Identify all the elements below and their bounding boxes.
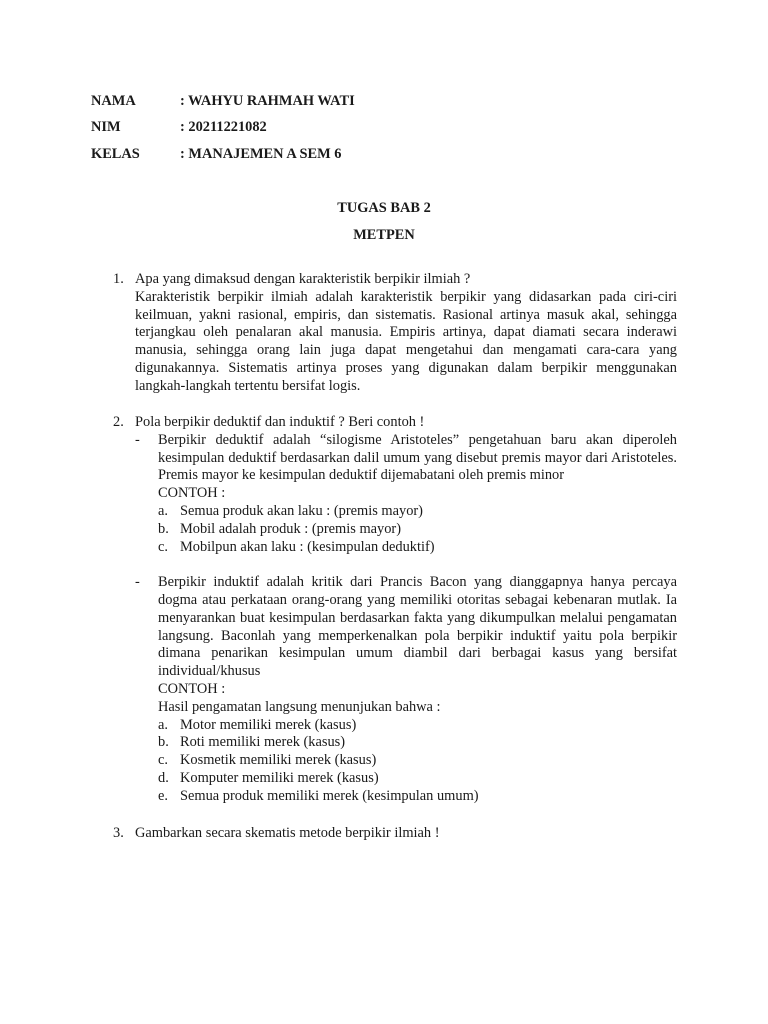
header-class-row <box>91 146 342 164</box>
deductive-text: Berpikir deduktif adalah “silogisme Aristoteles” pengetahuan baru akan diperoleh kesimpulan deduktif berdasarkan dalil umum yang disebut premis mayor dari Aristoteles. Premis mayor ke kesimpulan deduktif dijemabatani oleh premis minor <box>158 431 677 484</box>
question-1-text: Apa yang dimaksud dengan karakteristik berpikir ilmiah ? <box>135 271 471 287</box>
inductive-bullet <box>135 574 677 805</box>
list-item: a. Semua produk akan laku : (premis mayor) <box>158 502 423 519</box>
list-item: a. Motor memiliki merek (kasus) <box>158 716 357 733</box>
inductive-dash: - <box>135 574 140 591</box>
list-item: c. Kosmetik memiliki merek (kasus) <box>158 752 377 769</box>
question-3 <box>113 825 677 843</box>
class-label: KELAS <box>91 146 140 162</box>
list-item: b. Mobil adalah produk : (premis mayor) <box>158 520 402 537</box>
header-name-row <box>91 93 355 111</box>
deductive-dash: - <box>135 431 140 448</box>
deductive-contoh-label: CONTOH : <box>158 485 226 502</box>
question-2-number: 2. <box>113 414 124 430</box>
document-title: TUGAS BAB 2 <box>337 200 431 216</box>
document-subtitle: METPEN <box>353 227 415 243</box>
inductive-contoh-label: CONTOH : <box>158 680 226 697</box>
list-item: b. Roti memiliki merek (kasus) <box>158 734 346 751</box>
question-1-number: 1. <box>113 271 124 287</box>
header-nim-row <box>91 119 267 137</box>
name-label: NAMA <box>91 93 136 109</box>
list-item: c. Mobilpun akan laku : (kesimpulan deduktif) <box>158 538 435 555</box>
question-3-text: Gambarkan secara skematis metode berpikir ilmiah ! <box>135 825 440 841</box>
list-item: d. Komputer memiliki merek (kasus) <box>158 769 379 786</box>
question-1 <box>113 271 677 396</box>
list-item: e. Semua produk memiliki merek (kesimpulan umum) <box>158 787 479 804</box>
question-2 <box>113 414 677 806</box>
nim-value: : 20211221082 <box>180 119 267 135</box>
inductive-text: Berpikir induktif adalah kritik dari Prancis Bacon yang dianggapnya hanya percaya dogma atau perkataan orang-orang yang memiliki otoritas sebagai kebenaran mutlak. Ia menyarankan buat kesimpulan berdasarkan fakta yang dikumpulkan melalui pengamatan langsung. Baconlah yang memperkenalkan pola berpikir induktif yaitu pola berpikir dimana penarikan kesimpulan umum diambil dari berbagai kasus yang bersifat individual/khusus <box>158 574 677 680</box>
name-value: : WAHYU RAHMAH WATI <box>180 93 355 109</box>
class-value: : MANAJEMEN A SEM 6 <box>180 146 342 162</box>
question-3-number: 3. <box>113 825 124 841</box>
question-2-text: Pola berpikir deduktif dan induktif ? Beri contoh ! <box>135 414 425 430</box>
inductive-intro: Hasil pengamatan langsung menunjukan bahwa : <box>158 698 441 715</box>
question-1-answer: Karakteristik berpikir ilmiah adalah karakteristik berpikir yang didasarkan pada ciri-ciri keilmuan, yakni rasional, empiris, dan sistematis. Rasional artinya masuk akal, sehingga terjangkau oleh penalaran akal manusia. Empiris artinya, dapat diamati secara inderawi manusia, sehingga orang lain juga dapat mengetahui dan mengamati cara-cara yang digunakannya. Sistematis artinya proses yang digunakan dalam berpikir menggunakan langkah-langkah tertentu bersifat logis. <box>135 288 677 394</box>
nim-label: NIM <box>91 119 121 135</box>
deductive-bullet <box>135 432 677 557</box>
